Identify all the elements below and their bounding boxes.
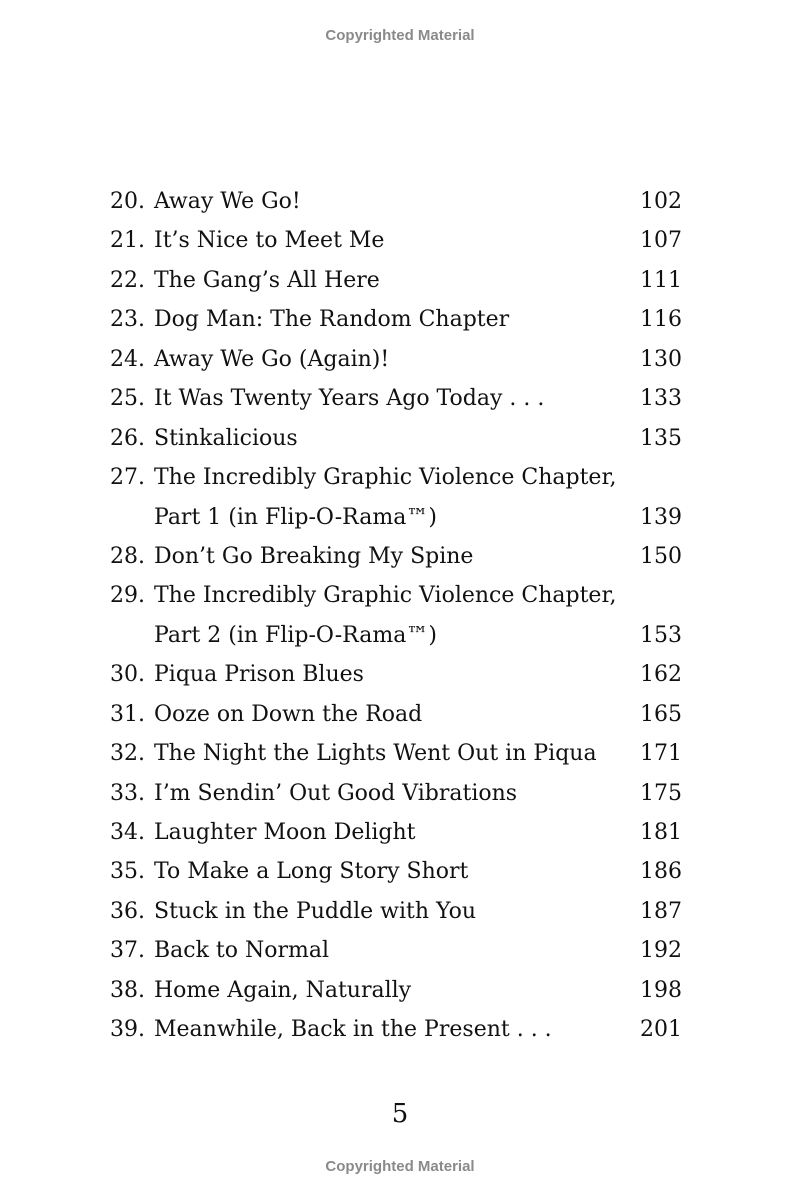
chapter-number: 28.	[110, 543, 145, 569]
chapter-number: 20.	[110, 189, 145, 214]
toc-entry-line	[110, 655, 682, 694]
chapter-page-number: 150	[640, 543, 682, 569]
chapter-title: Meanwhile, Back in the Present . . .	[154, 1017, 552, 1043]
toc-entry	[110, 300, 682, 339]
chapter-title: Stinkalicious	[154, 425, 298, 451]
toc-entry	[110, 182, 682, 221]
chapter-title: It’s Nice to Meet Me	[154, 228, 385, 254]
page-number: 5	[391, 1099, 409, 1129]
toc-entry	[110, 1010, 682, 1049]
chapter-title: Laughter Moon Delight	[154, 820, 416, 845]
toc-entry	[110, 458, 682, 537]
chapter-page-number: 187	[640, 898, 682, 924]
chapter-title: Home Again, Naturally	[154, 977, 412, 1003]
toc-entry-line	[110, 221, 682, 260]
chapter-number: 39.	[110, 1017, 145, 1043]
toc-entry-line	[110, 774, 682, 813]
toc-entry	[110, 221, 682, 260]
chapter-number: 33.	[110, 780, 145, 806]
chapter-title: The Incredibly Graphic Violence Chapter,	[154, 465, 617, 491]
chapter-page-number: 186	[640, 859, 682, 885]
toc-entry-line	[110, 852, 682, 891]
chapter-number: 32.	[110, 741, 145, 767]
chapter-page-number: 162	[640, 662, 682, 688]
chapter-number: 30.	[110, 662, 145, 688]
copyright-watermark-top: Copyrighted Material	[325, 27, 475, 44]
chapter-page-number: 153	[640, 622, 682, 648]
chapter-title: Piqua Prison Blues	[154, 662, 364, 688]
chapter-page-number: 181	[640, 820, 682, 845]
toc-entry	[110, 892, 682, 931]
toc-entry-line	[110, 379, 682, 418]
chapter-number: 29.	[110, 583, 145, 609]
chapter-title: Part 1 (in Flip-O-Rama™)	[154, 504, 437, 530]
toc-entry-line	[110, 695, 682, 734]
chapter-page-number: 192	[640, 938, 682, 964]
toc-entry-line	[110, 419, 682, 458]
chapter-title: The Gang’s All Here	[154, 267, 380, 293]
chapter-title: It Was Twenty Years Ago Today . . .	[154, 386, 545, 412]
toc-entry-line	[110, 261, 682, 300]
chapter-page-number: 130	[640, 346, 682, 372]
toc-entry	[110, 537, 682, 576]
chapter-title: Ooze on Down the Road	[154, 701, 423, 727]
toc-entry	[110, 852, 682, 891]
toc-entry	[110, 576, 682, 655]
chapter-page-number: 102	[640, 189, 682, 214]
chapter-page-number: 139	[640, 504, 682, 530]
chapter-page-number: 133	[640, 386, 682, 412]
chapter-page-number: 111	[640, 267, 682, 293]
chapter-page-number: 171	[640, 741, 682, 767]
chapter-number: 35.	[110, 859, 145, 885]
toc-entry	[110, 695, 682, 734]
chapter-number: 26.	[110, 425, 145, 451]
toc-entry-line	[110, 458, 682, 497]
chapter-title: Don’t Go Breaking My Spine	[154, 543, 474, 569]
toc-entry	[110, 340, 682, 379]
toc-entry	[110, 419, 682, 458]
chapter-page-number: 165	[640, 701, 682, 727]
chapter-number: 22.	[110, 267, 145, 293]
toc-entry-line	[110, 498, 682, 537]
chapter-title: The Incredibly Graphic Violence Chapter,	[154, 583, 617, 609]
toc-entry-line	[110, 340, 682, 379]
table-of-contents	[110, 182, 682, 1050]
toc-entry-line	[110, 813, 682, 852]
chapter-number: 38.	[110, 977, 145, 1003]
chapter-title: Away We Go!	[154, 189, 301, 214]
chapter-title: Dog Man: The Random Chapter	[154, 307, 510, 333]
toc-entry	[110, 655, 682, 694]
chapter-page-number: 107	[640, 228, 682, 254]
chapter-title: Away We Go (Again)!	[154, 346, 390, 372]
chapter-title: Stuck in the Puddle with You	[154, 898, 477, 924]
chapter-title: Part 2 (in Flip-O-Rama™)	[154, 622, 437, 648]
toc-entry-line	[110, 734, 682, 773]
chapter-number: 21.	[110, 228, 145, 254]
chapter-title: I’m Sendin’ Out Good Vibrations	[154, 780, 518, 806]
toc-entry	[110, 734, 682, 773]
toc-entry	[110, 379, 682, 418]
chapter-number: 36.	[110, 898, 145, 924]
chapter-number: 24.	[110, 346, 145, 372]
toc-entry-line	[110, 892, 682, 931]
chapter-title: The Night the Lights Went Out in Piqua	[154, 741, 597, 767]
toc-entry-line	[110, 537, 682, 576]
chapter-number: 34.	[110, 820, 145, 845]
toc-entry	[110, 813, 682, 852]
toc-entry	[110, 774, 682, 813]
toc-entry-line	[110, 931, 682, 970]
toc-entry-line	[110, 971, 682, 1010]
chapter-number: 25.	[110, 386, 145, 412]
toc-entry-line	[110, 300, 682, 339]
toc-entry	[110, 971, 682, 1010]
chapter-number: 31.	[110, 701, 145, 727]
chapter-page-number: 135	[640, 425, 682, 451]
toc-entry-line	[110, 576, 682, 615]
chapter-page-number: 201	[640, 1017, 682, 1043]
toc-entry	[110, 931, 682, 970]
chapter-number: 37.	[110, 938, 145, 964]
toc-entry-line	[110, 182, 682, 221]
chapter-title: To Make a Long Story Short	[154, 859, 469, 885]
copyright-watermark-bottom: Copyrighted Material	[325, 1158, 475, 1175]
chapter-page-number: 175	[640, 780, 682, 806]
chapter-number: 27.	[110, 465, 145, 491]
chapter-page-number: 116	[640, 307, 682, 333]
chapter-page-number: 198	[640, 977, 682, 1003]
toc-entry	[110, 261, 682, 300]
toc-entry-line	[110, 1010, 682, 1049]
toc-entry-line	[110, 616, 682, 655]
chapter-title: Back to Normal	[154, 938, 330, 964]
chapter-number: 23.	[110, 307, 145, 333]
